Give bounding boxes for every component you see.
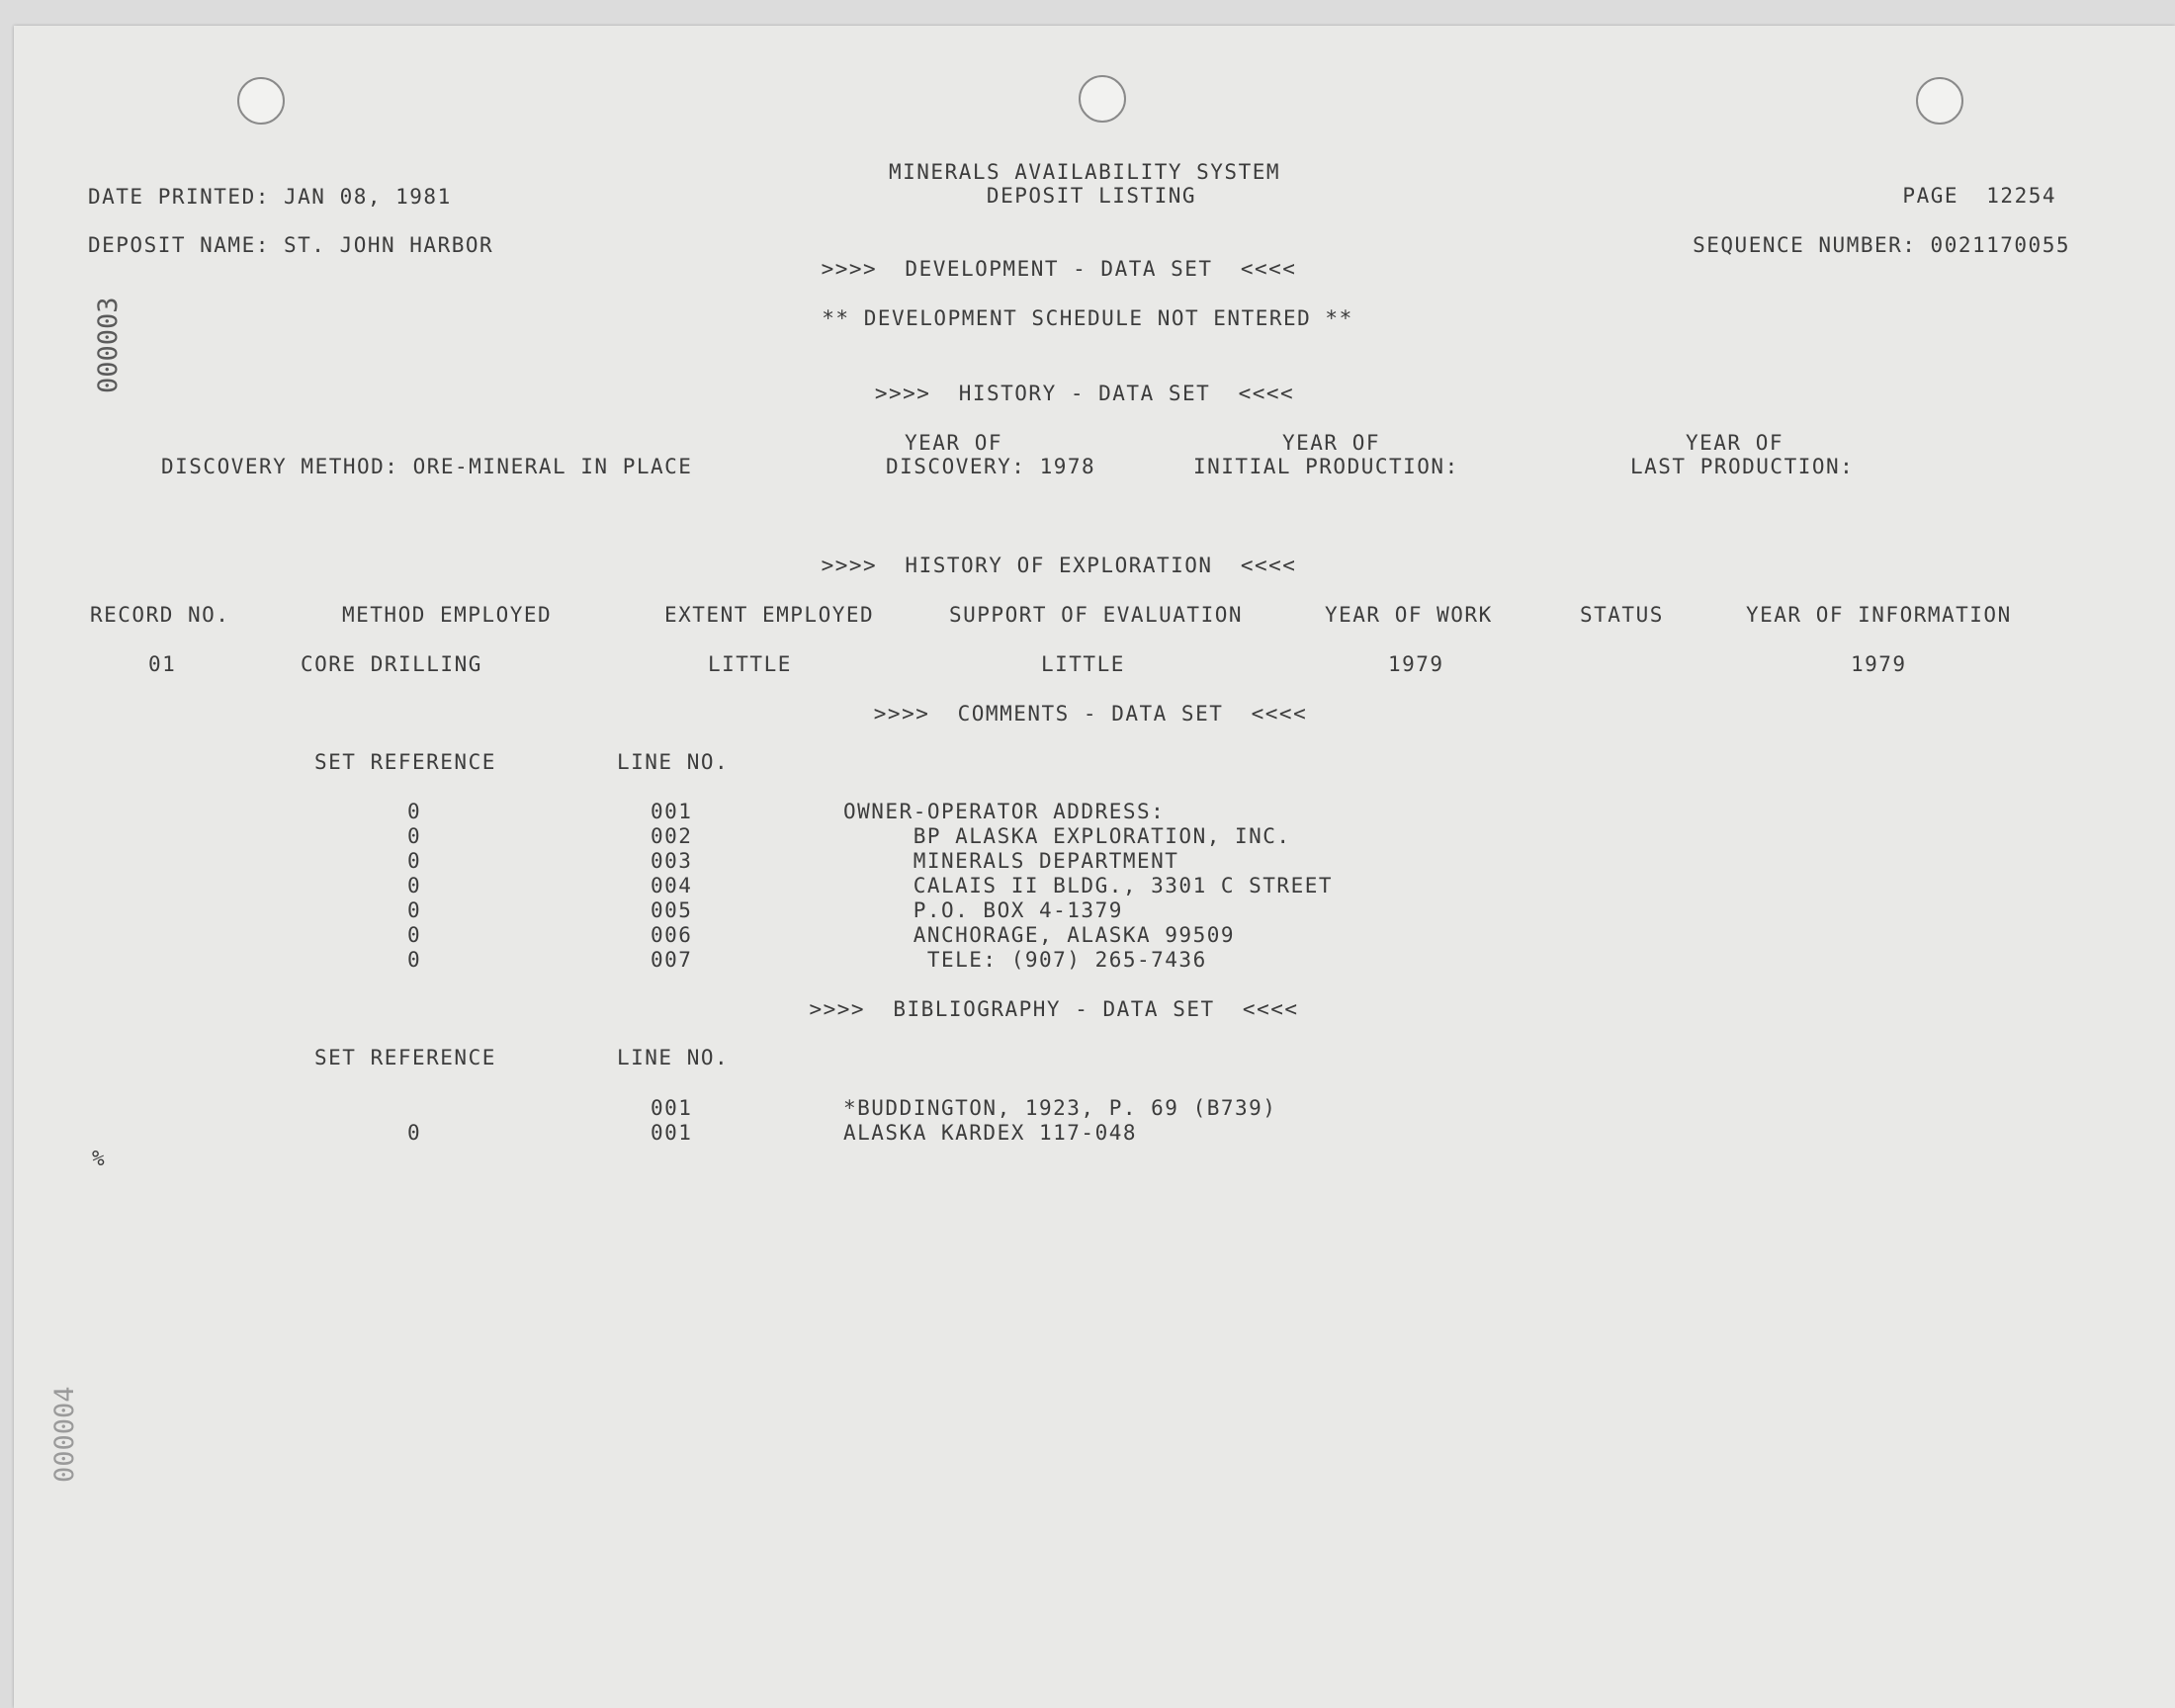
page-number: PAGE 12254	[1902, 184, 2056, 208]
comment-text: TELE: (907) 265-7436	[843, 948, 1207, 972]
film-frame-number-faint: 000004	[49, 1386, 80, 1483]
bibliography-column-line-no: LINE NO.	[617, 1046, 730, 1069]
binder-hole-right	[1916, 77, 1963, 125]
line-no: 007	[651, 948, 693, 972]
set-reference: 0	[407, 800, 422, 823]
support-of-evaluation: LITTLE	[1041, 652, 1125, 676]
line-no: 001	[651, 1096, 693, 1120]
comment-text: BP ALASKA EXPLORATION, INC.	[843, 824, 1291, 848]
set-reference: 0	[407, 1121, 422, 1145]
set-reference: 0	[407, 923, 422, 947]
comments-column-line-no: LINE NO.	[617, 750, 730, 774]
year-of-discovery-label: YEAR OF	[905, 431, 1003, 455]
column-header-support-of-evaluation: SUPPORT OF EVALUATION	[949, 603, 1244, 627]
set-reference: 0	[407, 874, 422, 897]
line-no: 006	[651, 923, 693, 947]
extent-employed: LITTLE	[708, 652, 792, 676]
bibliography-text: *BUDDINGTON, 1923, P. 69 (B739)	[843, 1096, 1277, 1120]
discovery-method: DISCOVERY METHOD: ORE-MINERAL IN PLACE	[161, 455, 693, 478]
column-header-year-of-information: YEAR OF INFORMATION	[1746, 603, 2012, 627]
sequence-number: SEQUENCE NUMBER: 0021170055	[1693, 233, 2070, 257]
comments-section-title: >>>> COMMENTS - DATA SET <<<<	[873, 702, 1308, 726]
set-reference: 0	[407, 824, 422, 848]
footer-mark: %	[92, 1147, 107, 1170]
line-no: 001	[651, 1121, 693, 1145]
set-reference: 0	[407, 849, 422, 873]
line-no: 001	[651, 800, 693, 823]
column-header-year-of-work: YEAR OF WORK	[1325, 603, 1493, 627]
column-header-status: STATUS	[1580, 603, 1664, 627]
comments-column-set-reference: SET REFERENCE	[314, 750, 496, 774]
set-reference: 0	[407, 948, 422, 972]
comment-text: OWNER-OPERATOR ADDRESS:	[843, 800, 1166, 823]
date-printed: DATE PRINTED: JAN 08, 1981	[88, 185, 452, 209]
line-no: 004	[651, 874, 693, 897]
bibliography-text: ALASKA KARDEX 117-048	[843, 1121, 1138, 1145]
bibliography-column-set-reference: SET REFERENCE	[314, 1046, 496, 1069]
year-of-discovery: DISCOVERY: 1978	[886, 455, 1096, 478]
method-employed: CORE DRILLING	[301, 652, 482, 676]
record-no: 01	[148, 652, 177, 676]
deposit-name: DEPOSIT NAME: ST. JOHN HARBOR	[88, 233, 494, 257]
line-no: 003	[651, 849, 693, 873]
initial-production-label: YEAR OF	[1282, 431, 1381, 455]
history-section-title: >>>> HISTORY - DATA SET <<<<	[874, 382, 1295, 405]
column-header-method-employed: METHOD EMPLOYED	[342, 603, 553, 627]
year-of-work: 1979	[1388, 652, 1444, 676]
development-section-title: >>>> DEVELOPMENT - DATA SET <<<<	[821, 257, 1297, 281]
listing-title: DEPOSIT LISTING	[986, 184, 1197, 208]
initial-production: INITIAL PRODUCTION:	[1193, 455, 1459, 478]
column-header-extent-employed: EXTENT EMPLOYED	[664, 603, 875, 627]
comment-text: ANCHORAGE, ALASKA 99509	[843, 923, 1236, 947]
comment-text: CALAIS II BLDG., 3301 C STREET	[843, 874, 1334, 897]
line-no: 002	[651, 824, 693, 848]
last-production: LAST PRODUCTION:	[1630, 455, 1855, 478]
comment-text: P.O. BOX 4-1379	[843, 898, 1123, 922]
film-frame-number: 000003	[93, 297, 124, 393]
bibliography-section-title: >>>> BIBLIOGRAPHY - DATA SET <<<<	[809, 997, 1299, 1021]
exploration-section-title: >>>> HISTORY OF EXPLORATION <<<<	[821, 554, 1297, 577]
year-of-information: 1979	[1851, 652, 1907, 676]
set-reference: 0	[407, 898, 422, 922]
binder-hole-left	[237, 77, 285, 125]
system-title: MINERALS AVAILABILITY SYSTEM	[888, 160, 1281, 184]
binder-hole-center	[1079, 75, 1126, 123]
comment-text: MINERALS DEPARTMENT	[843, 849, 1179, 873]
column-header-record-no: RECORD NO.	[90, 603, 230, 627]
last-production-label: YEAR OF	[1686, 431, 1784, 455]
line-no: 005	[651, 898, 693, 922]
development-note: ** DEVELOPMENT SCHEDULE NOT ENTERED **	[822, 306, 1353, 330]
